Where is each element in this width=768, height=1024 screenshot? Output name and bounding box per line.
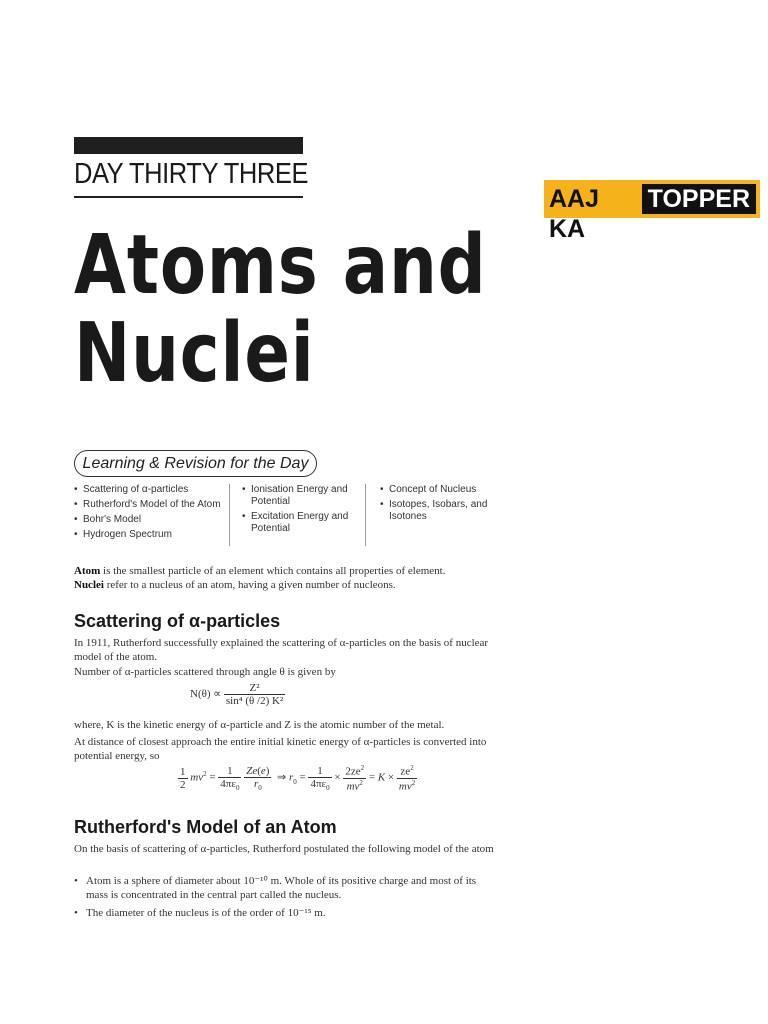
list-item: • The diameter of the nucleus is of the order of 10⁻¹⁵ m. bbox=[74, 906, 494, 920]
list-item: • Ionisation Energy and Potential bbox=[242, 484, 357, 508]
title-line-1: Atoms and bbox=[74, 218, 487, 313]
list-item: • Bohr's Model bbox=[74, 514, 224, 526]
list-item: • Isotopes, Isobars, and Isotones bbox=[380, 499, 498, 523]
paragraph: At distance of closest approach the entire initial kinetic energy of α-particles is converted into potential energy, so bbox=[74, 736, 487, 762]
brand-logo bbox=[544, 180, 760, 243]
equation-numerator: Z² bbox=[224, 682, 285, 695]
topics-col-3 bbox=[380, 484, 498, 526]
heading-rutherford: Rutherford's Model of an Atom bbox=[74, 817, 337, 837]
paragraph: Number of α-particles scattered through angle θ is given by bbox=[74, 666, 336, 678]
list-item: • Rutherford's Model of the Atom bbox=[74, 499, 224, 511]
list-item: • Concept of Nucleus bbox=[380, 484, 498, 496]
list-item: • Hydrogen Spectrum bbox=[74, 529, 224, 541]
brand-left: AAJ KA bbox=[549, 185, 600, 243]
paragraph: In 1911, Rutherford successfully explained the scattering of α-particles on the basis of nuclear model of the atom. bbox=[74, 637, 489, 663]
chapter-title bbox=[74, 218, 487, 401]
topics-list bbox=[74, 484, 504, 546]
equation-lhs: N(θ) ∝ bbox=[190, 688, 222, 701]
learning-label: Learning & Revision for the Day bbox=[74, 450, 317, 477]
brand-right: TOPPER bbox=[642, 184, 756, 214]
equation-fraction bbox=[224, 682, 285, 707]
topics-col-1 bbox=[74, 484, 224, 544]
paragraph: where, K is the kinetic energy of α-particle and Z is the atomic number of the metal. bbox=[74, 719, 445, 731]
intro-nuclei bbox=[74, 578, 494, 592]
paragraph: On the basis of scattering of α-particles, Rutherford postulated the following model of the atom bbox=[74, 843, 494, 855]
column-divider bbox=[229, 484, 230, 546]
list-item: • Excitation Energy and Potential bbox=[242, 511, 357, 535]
header-bar bbox=[74, 137, 303, 154]
term-atom: Atom bbox=[74, 565, 101, 577]
nuclei-definition: refer to a nucleus of an atom, having a given number of nucleons. bbox=[106, 579, 396, 591]
equation-denominator: sin⁴ (θ /2) K² bbox=[225, 695, 284, 707]
day-label: DAY THIRTY THREE bbox=[74, 158, 309, 190]
divider bbox=[74, 196, 303, 198]
equation-scattering bbox=[190, 682, 285, 707]
term-nuclei: Nuclei bbox=[74, 579, 104, 591]
atom-definition: is the smallest particle of an element which contains all properties of element. bbox=[103, 565, 446, 577]
heading-scattering: Scattering of α-particles bbox=[74, 611, 281, 631]
title-line-2: Nuclei bbox=[74, 306, 315, 401]
list-item: • Atom is a sphere of diameter about 10⁻¹⁰ m. Whole of its positive charge and most of its mass is concentrated in the central part called the nucleus. bbox=[74, 874, 494, 902]
column-divider bbox=[365, 484, 366, 546]
topics-col-2 bbox=[242, 484, 357, 538]
list-item: • Scattering of α-particles bbox=[74, 484, 224, 496]
intro-atom bbox=[74, 564, 494, 578]
equation-closest-approach: $\frac{1}{2}$ $mv^2$ = $\frac{1}{4\pi\varepsilon_0}$ $\frac{Ze(e)}{r_0}$ ⇒ $r_0$ = $\frac{1}{4\pi\varepsilon_0}$ × $\frac{2ze^2}{mv^2}$ = K × $\frac{ze^2}{mv^2}$ bbox=[180, 764, 416, 793]
